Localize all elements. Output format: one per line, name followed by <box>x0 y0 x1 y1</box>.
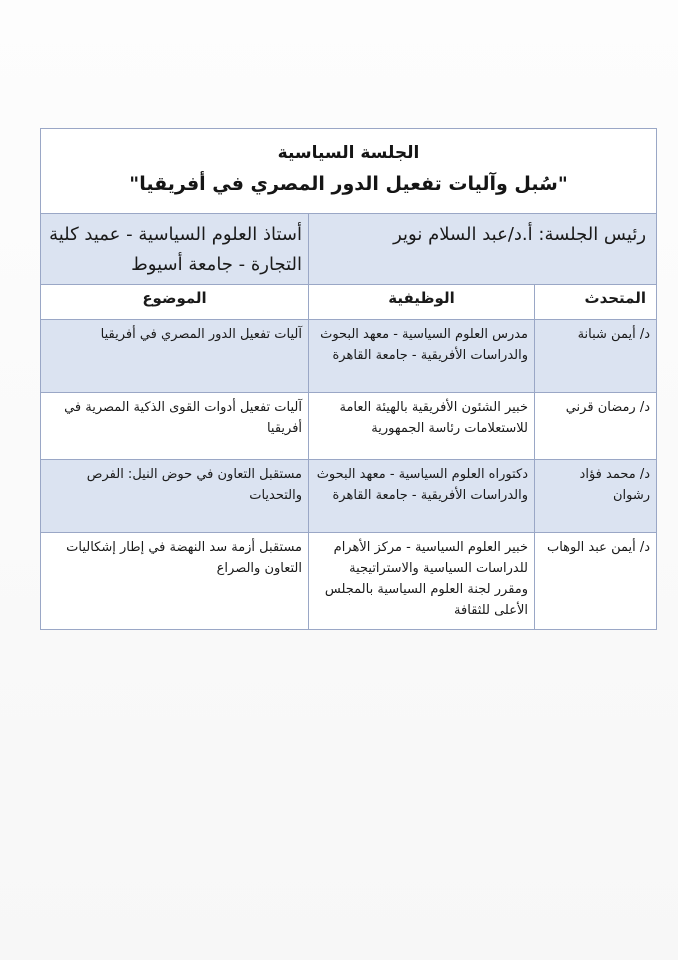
header-topic: الموضوع <box>142 289 207 307</box>
session-title: الجلسة السياسية <box>277 143 420 163</box>
speaker-cell <box>535 533 657 630</box>
speaker-name: د/ رمضان قرني <box>565 400 651 415</box>
speaker-cell <box>535 320 657 393</box>
chair-row <box>41 214 657 285</box>
topic-cell <box>41 460 309 533</box>
header-position: الوظيفية <box>388 289 455 307</box>
speaker-name: د/ محمد فؤاد رشوان <box>579 467 651 503</box>
position-cell <box>309 460 535 533</box>
header-speaker-cell <box>535 285 657 320</box>
session-subtitle: "سُبل وآليات تفعيل الدور المصري في أفريقيا" <box>129 173 568 195</box>
table-row <box>41 460 657 533</box>
header-speaker: المتحدث <box>584 289 647 307</box>
speaker-topic: آليات تفعيل الدور المصري في أفريقيا <box>100 327 303 342</box>
topic-cell <box>41 533 309 630</box>
chair-role: أستاذ العلوم السياسية - عميد كلية التجارة - جامعة أسيوط <box>49 224 303 275</box>
table-row <box>41 533 657 630</box>
speaker-topic: مستقبل أزمة سد النهضة في إطار إشكاليات التعاون والصراع <box>66 540 303 576</box>
speaker-cell <box>535 393 657 460</box>
speaker-position: مدرس العلوم السياسية - معهد البحوث والدراسات الأفريقية - جامعة القاهرة <box>320 327 529 363</box>
topic-cell <box>41 393 309 460</box>
header-row <box>41 285 657 320</box>
title-row <box>41 129 657 214</box>
speaker-name: د/ أيمن شبانة <box>577 327 651 342</box>
session-table <box>40 128 657 630</box>
chair-role-cell <box>41 214 309 285</box>
table-row <box>41 320 657 393</box>
chair-label-cell <box>309 214 657 285</box>
position-cell <box>309 320 535 393</box>
speaker-position: خبير العلوم السياسية - مركز الأهرام للدراسات السياسية والاستراتيجية ومقرر لجنة العلوم السياسية بالمجلس الأعلى للثقافة <box>324 540 529 618</box>
chair-label: رئيس الجلسة: أ.د/عبد السلام نوير <box>393 224 647 245</box>
header-topic-cell <box>41 285 309 320</box>
table-row <box>41 393 657 460</box>
speaker-topic: مستقبل التعاون في حوض النيل: الفرص والتحديات <box>86 467 303 503</box>
position-cell <box>309 393 535 460</box>
speaker-topic: آليات تفعيل أدوات القوى الذكية المصرية في أفريقيا <box>64 400 303 436</box>
speaker-position: دكتوراه العلوم السياسية - معهد البحوث والدراسات الأفريقية - جامعة القاهرة <box>316 467 529 503</box>
speaker-position: خبير الشئون الأفريقية بالهيئة العامة للاستعلامات رئاسة الجمهورية <box>339 400 529 436</box>
speaker-name: د/ أيمن عبد الوهاب <box>546 540 651 555</box>
position-cell <box>309 533 535 630</box>
speaker-cell <box>535 460 657 533</box>
title-cell <box>41 129 657 214</box>
topic-cell <box>41 320 309 393</box>
header-position-cell <box>309 285 535 320</box>
